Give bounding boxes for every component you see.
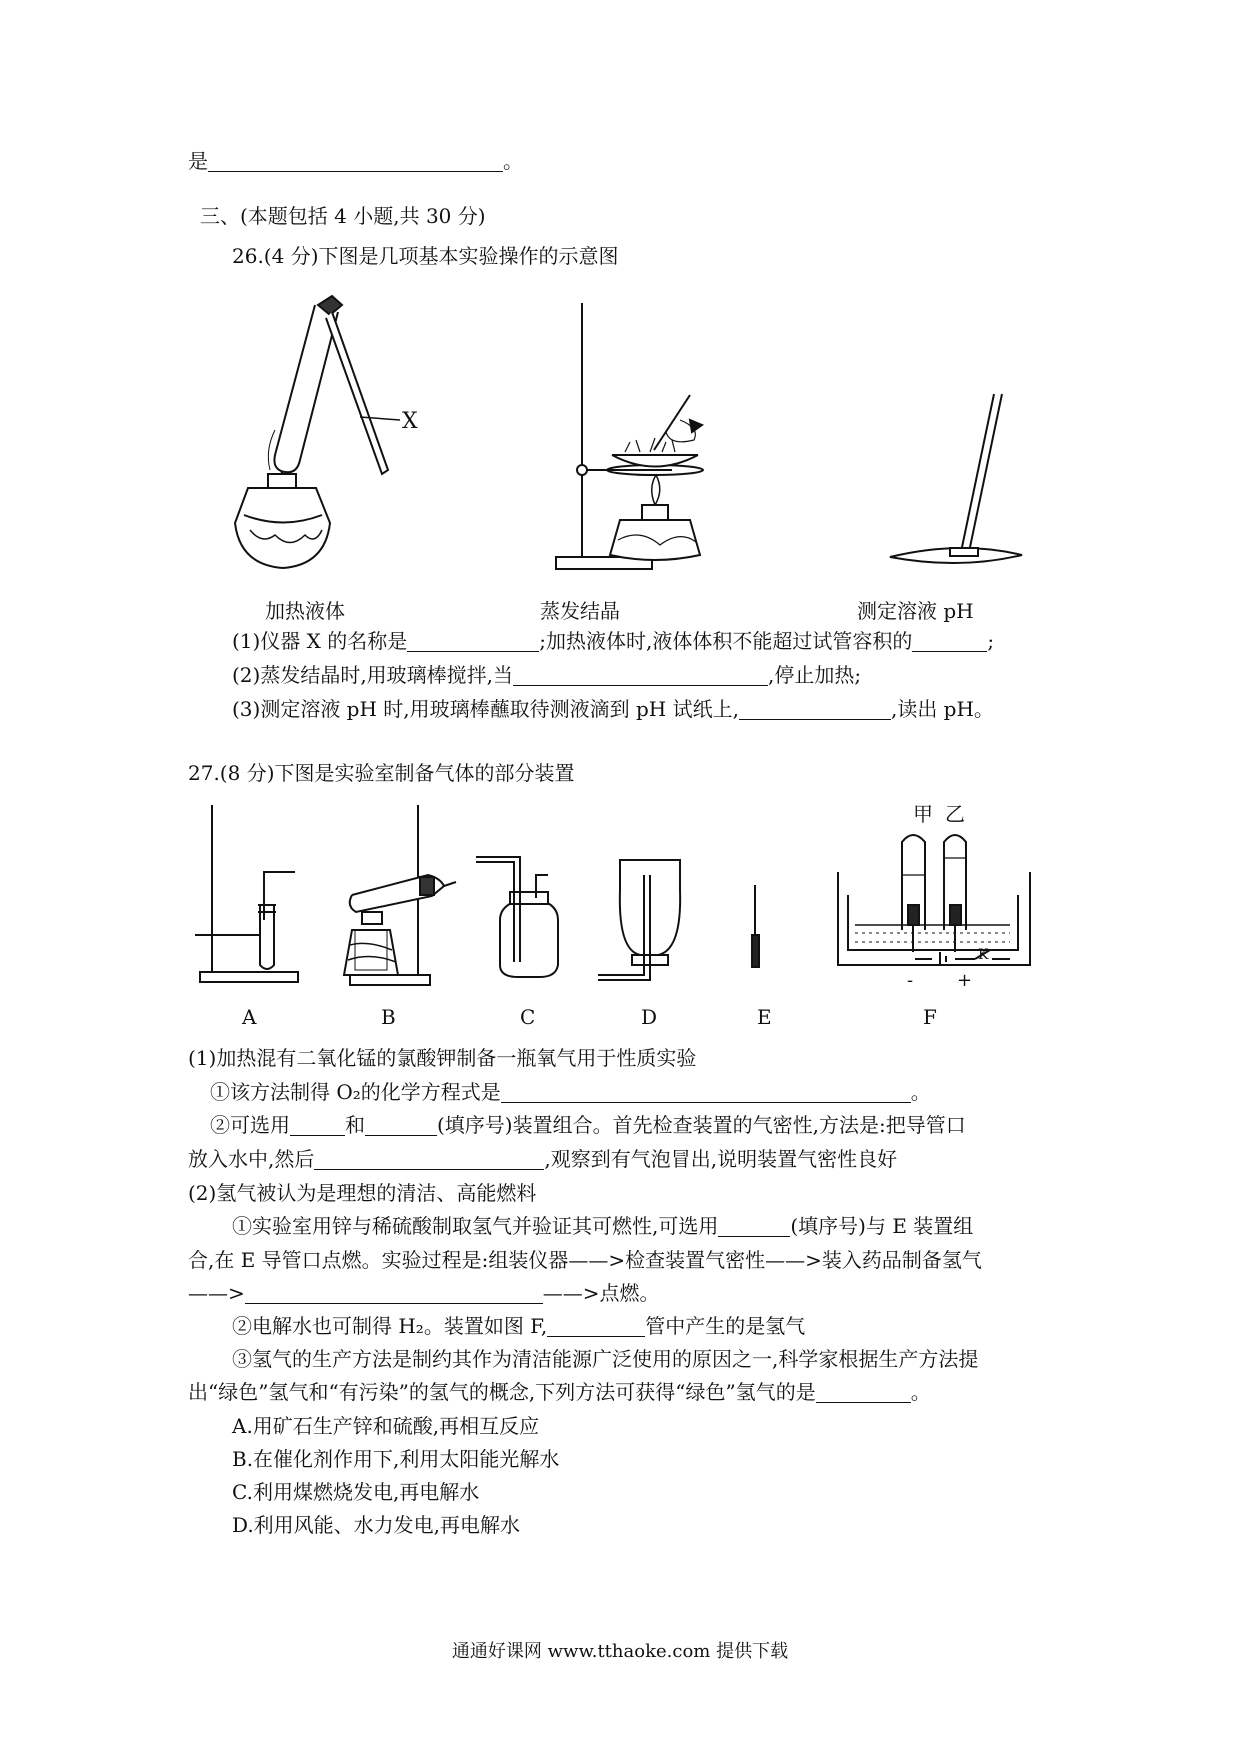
- negative-terminal: -: [907, 970, 914, 991]
- apparatus-e: [752, 885, 759, 967]
- answer-blank[interactable]: [718, 1216, 790, 1237]
- apparatus-c: [476, 857, 558, 977]
- answer-line-top: 是 。: [188, 149, 523, 173]
- switch-label: K: [978, 947, 989, 963]
- q27-part1-1: ①该方法制得 O₂的化学方程式是 。: [210, 1080, 931, 1104]
- caption-evaporation: 蒸发结晶: [540, 599, 620, 623]
- q27-part2-3: ——> ——>点燃。: [188, 1281, 660, 1305]
- label-b: B: [381, 1005, 396, 1029]
- apparatus-f: [838, 835, 1030, 966]
- q27-part2-2: 合,在 E 导管口点燃。实验过程是:组装仪器——>检查装置气密性——>装入药品制备氢气: [188, 1248, 982, 1272]
- q26-part1: (1)仪器 X 的名称是 ;加热液体时,液体体积不能超过试管容积的 ;: [232, 629, 995, 653]
- answer-blank[interactable]: [290, 1115, 345, 1136]
- apparatus-a: [195, 805, 298, 982]
- apparatus-b: [344, 805, 456, 985]
- section-title: 三、(本题包括 4 小题,共 30 分): [200, 204, 486, 228]
- q27-part1: (1)加热混有二氧化锰的氯酸钾制备一瓶氧气用于性质实验: [188, 1046, 697, 1070]
- q27-part1-2: ②可选用 和 (填序号)装置组合。首先检查装置的气密性,方法是:把导管口: [210, 1113, 966, 1137]
- option-d: D.利用风能、水力发电,再电解水: [232, 1513, 521, 1537]
- label-a: A: [242, 1005, 257, 1029]
- q27-part1-3: 放入水中,然后 ,观察到有气泡冒出,说明装置气密性良好: [188, 1147, 898, 1171]
- answer-blank[interactable]: [314, 1149, 544, 1170]
- q26-title: 26.(4 分)下图是几项基本实验操作的示意图: [232, 244, 619, 268]
- answer-blank[interactable]: [501, 1082, 911, 1103]
- q27-part2: (2)氢气被认为是理想的清洁、高能燃料: [188, 1181, 537, 1205]
- page-footer: 通通好课网 www.tthaoke.com 提供下载: [451, 1641, 789, 1662]
- answer-blank[interactable]: [365, 1115, 437, 1136]
- answer-blank[interactable]: [547, 1316, 645, 1337]
- option-c: C.利用煤燃烧发电,再电解水: [232, 1480, 480, 1504]
- tube-label-yi: 乙: [945, 802, 965, 826]
- q27-title: 27.(8 分)下图是实验室制备气体的部分装置: [188, 761, 575, 785]
- caption-ph-test: 测定溶液 pH: [857, 599, 974, 623]
- q27-part2-4: ②电解水也可制得 H₂。装置如图 F, 管中产生的是氢气: [232, 1314, 806, 1338]
- positive-terminal: +: [957, 970, 973, 991]
- q26-part3: (3)测定溶液 pH 时,用玻璃棒蘸取待测液滴到 pH 试纸上, ,读出 pH。: [232, 697, 994, 721]
- label-d: D: [641, 1005, 658, 1029]
- caption-heating-liquid: 加热液体: [265, 599, 345, 623]
- answer-blank[interactable]: [816, 1382, 911, 1403]
- option-b: B.在催化剂作用下,利用太阳能光解水: [232, 1447, 560, 1471]
- label-f: F: [923, 1005, 937, 1029]
- answer-blank[interactable]: [245, 1283, 543, 1304]
- q27-part2-1: ①实验室用锌与稀硫酸制取氢气并验证其可燃性,可选用 (填序号)与 E 装置组: [232, 1214, 974, 1238]
- q27-part2-5: ③氢气的生产方法是制约其作为清洁能源广泛使用的原因之一,科学家根据生产方法提: [232, 1347, 979, 1371]
- q26-part2: (2)蒸发结晶时,用玻璃棒搅拌,当 ,停止加热;: [232, 663, 862, 687]
- option-a: A.用矿石生产锌和硫酸,再相互反应: [232, 1414, 540, 1438]
- tube-label-jia: 甲: [913, 802, 933, 826]
- apparatus-d: [598, 860, 680, 980]
- label-e: E: [757, 1005, 772, 1029]
- label-x: X: [402, 409, 418, 434]
- label-c: C: [520, 1005, 536, 1029]
- q27-part2-6: 出“绿色”氢气和“有污染”的氢气的概念,下列方法可获得“绿色”氢气的是 。: [188, 1380, 931, 1404]
